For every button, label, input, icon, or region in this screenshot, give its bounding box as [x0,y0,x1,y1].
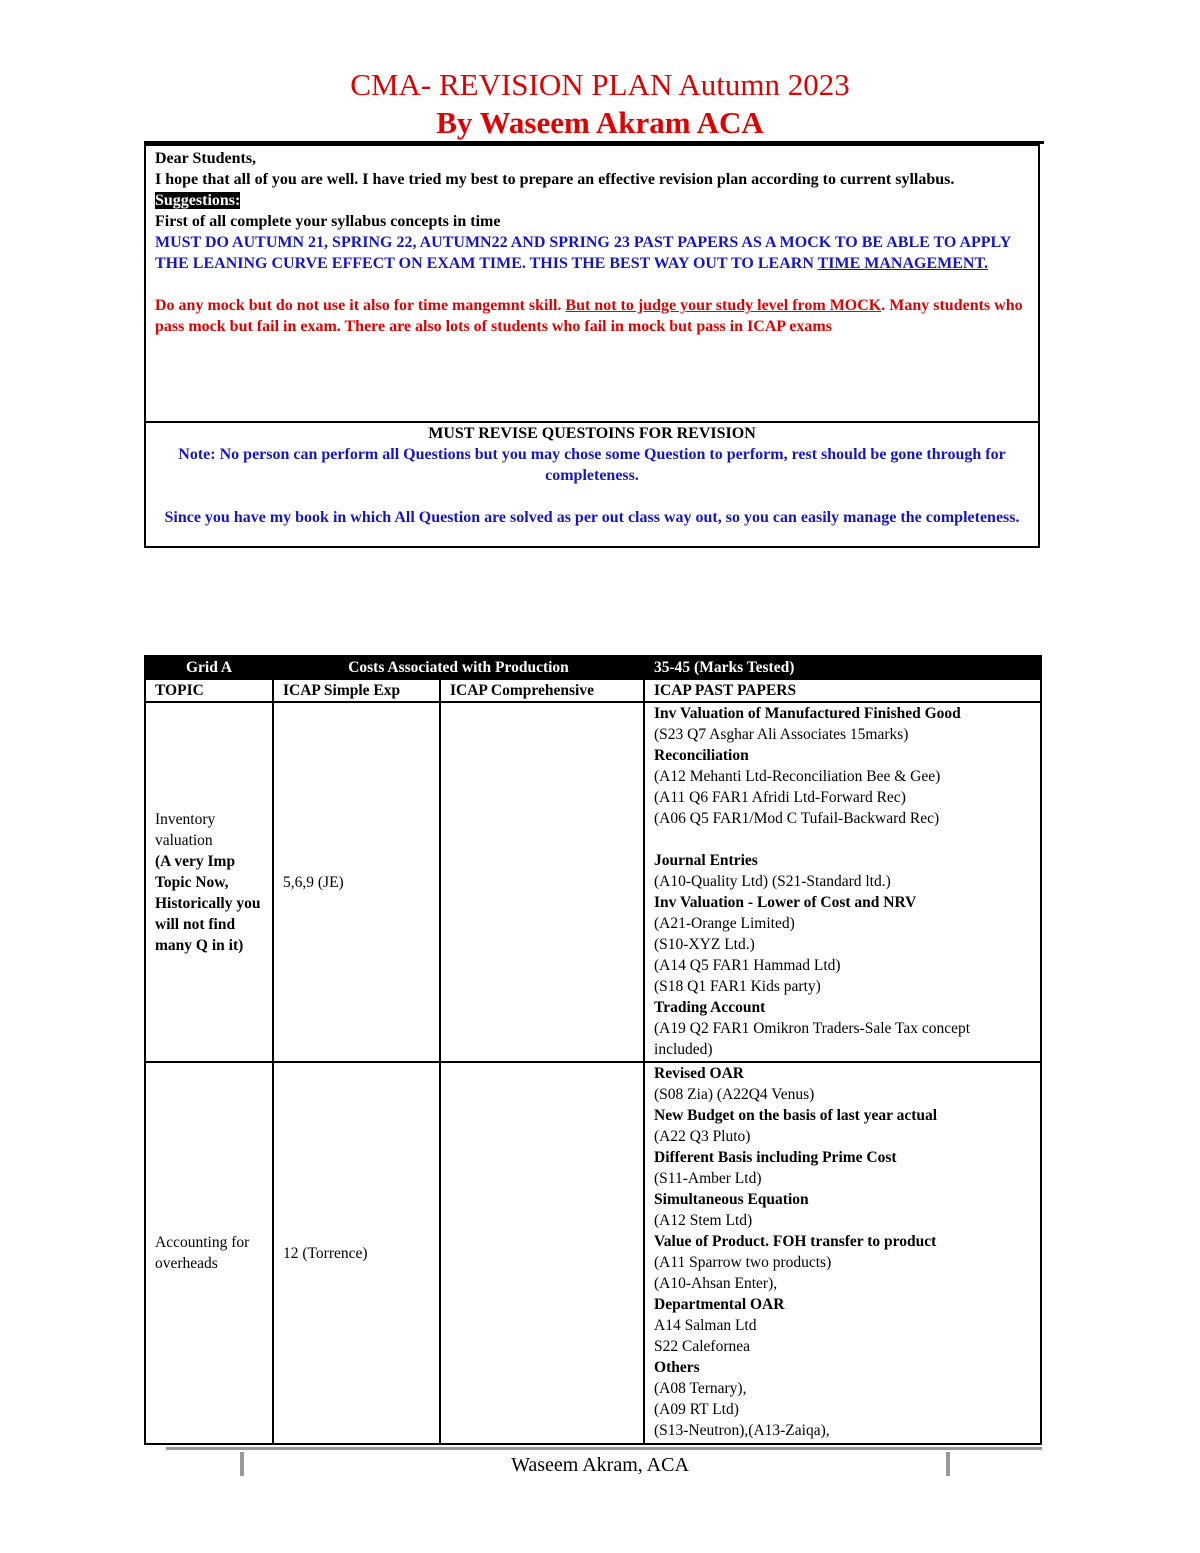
column-header-row [145,679,1041,702]
past-paper-reference: (A11 Q6 FAR1 Afridi Ltd-Forward Rec) [654,789,906,806]
past-paper-reference: (A09 RT Ltd) [654,1401,739,1418]
table-row [145,702,1041,1062]
footer-divider [166,1447,1042,1450]
spacer [155,274,1029,295]
past-paper-reference: (A11 Sparrow two products) [654,1254,832,1271]
past-paper-heading: Revised OAR [654,1065,744,1082]
suggestion-mock [155,295,1029,337]
grid-marks: 35-45 (Marks Tested) [644,656,1041,679]
intro-message [146,146,1038,423]
intro-hope: I hope that all of you are well. I have tried my best to prepare an effective revision plan according to current syllabus. [155,171,955,188]
simple-exp-cell: 12 (Torrence) [273,1062,440,1444]
past-paper-reference: S22 Calefornea [654,1338,750,1355]
intro-box [144,144,1040,548]
grid-topic-area: Costs Associated with Production [273,656,644,679]
footer-author: Waseem Akram, ACA [511,1454,689,1476]
past-paper-reference: (A06 Q5 FAR1/Mod C Tufail-Backward Rec) [654,810,940,827]
column-header-topic: TOPIC [145,679,273,702]
simple-exp-cell: 5,6,9 (JE) [273,702,440,1062]
past-paper-heading: New Budget on the basis of last year actual [654,1107,938,1124]
table-row [145,1062,1041,1444]
mock-text-underlined: But not to judge your study level from MOCK [565,297,882,314]
past-paper-heading: Reconciliation [654,747,749,764]
past-paper-reference: (A10-Ahsan Enter), [654,1275,778,1292]
grid-header-row [145,656,1041,679]
suggestions-label: Suggestions: [155,192,241,209]
past-paper-heading: Simultaneous Equation [654,1191,809,1208]
past-papers-cell [644,1062,1041,1444]
past-paper-reference: (A21-Orange Limited) [654,915,795,932]
must-revise-heading: MUST REVISE QUESTOINS FOR REVISION [428,425,756,442]
grid-label: Grid A [145,656,273,679]
past-paper-heading: Value of Product. FOH transfer to product [654,1233,937,1250]
past-paper-heading: Inv Valuation - Lower of Cost and NRV [654,894,917,911]
topic-cell [145,1062,273,1444]
mock-text-2: . Many students who pass mock but fail in exam. There are also lots of students who fail in mock but pass in ICAP exams [155,297,1023,335]
past-paper-heading: Inv Valuation of Manufactured Finished Good [654,705,961,722]
time-management-text: TIME MANAGEMENT. [817,255,988,272]
past-paper-reference: (A10-Quality Ltd) (S21-Standard ltd.) [654,873,891,890]
greeting: Dear Students, [155,150,257,167]
suggestions-heading [155,190,1029,211]
past-paper-heading: Trading Account [654,999,766,1016]
past-paper-reference: (S11-Amber Ltd) [654,1170,762,1187]
past-paper-heading: Departmental OAR [654,1296,785,1313]
past-paper-reference: (S23 Q7 Asghar Ali Associates 15marks) [654,726,909,743]
past-paper-reference: (S08 Zia) (A22Q4 Venus) [654,1086,815,1103]
revision-note [146,423,1038,546]
column-header-comprehensive: ICAP Comprehensive [440,679,644,702]
past-papers-cell [644,702,1041,1062]
past-paper-reference: A14 Salman Ltd [654,1317,757,1334]
mock-text-1: Do any mock but do not use it also for time mangemnt skill. [155,297,566,314]
must-do-text: MUST DO AUTUMN 21, SPRING 22, AUTUMN22 AND SPRING 23 PAST PAPERS AS A MOCK TO BE ABLE TO APPLY THE LEANING CURVE EFFECT ON EXAM TIME. THIS THE BEST WAY OUT TO LEARN [155,234,1011,272]
topic-note: (A very Imp Topic Now, Historically you will not find many Q in it) [155,852,261,954]
past-paper-reference [654,829,1031,850]
topic-name: Accounting for overheads [155,1234,250,1272]
past-paper-reference: (A12 Mehanti Ltd-Reconciliation Bee & Gee) [654,768,941,785]
column-header-simple: ICAP Simple Exp [273,679,440,702]
spacer [156,486,1028,507]
suggestion-must-do [155,232,1029,274]
grid-a-table [144,655,1042,1445]
document-author: By Waseem Akram ACA [436,105,764,140]
book-note-text: Since you have my book in which All Question are solved as per out class way out, so you can easily manage the completeness. [164,509,1020,526]
suggestion-first: First of all complete your syllabus concepts in time [155,213,501,230]
past-paper-heading: Journal Entries [654,852,758,869]
comprehensive-cell [440,1062,644,1444]
revision-note-text: Note: No person can perform all Questions but you may chose some Question to perform, rest should be gone through for completeness. [178,446,1006,484]
past-paper-reference: (A08 Ternary), [654,1380,747,1397]
past-paper-heading: Others [654,1359,700,1376]
column-header-past-papers: ICAP PAST PAPERS [644,679,1041,702]
past-paper-reference: (S13-Neutron),(A13-Zaiqa), [654,1422,830,1439]
document-title: CMA- REVISION PLAN Autumn 2023 [350,67,850,102]
past-paper-reference: (S18 Q1 FAR1 Kids party) [654,978,821,995]
past-paper-heading: Different Basis including Prime Cost [654,1149,897,1166]
past-paper-reference: (A12 Stem Ltd) [654,1212,753,1229]
comprehensive-cell [440,702,644,1062]
topic-cell [145,702,273,1062]
past-paper-reference: (A19 Q2 FAR1 Omikron Traders-Sale Tax concept included) [654,1020,971,1058]
past-paper-reference: (A14 Q5 FAR1 Hammad Ltd) [654,957,841,974]
topic-name: Inventory valuation [155,810,216,849]
past-paper-reference: (A22 Q3 Pluto) [654,1128,751,1145]
past-paper-reference: (S10-XYZ Ltd.) [654,936,755,953]
